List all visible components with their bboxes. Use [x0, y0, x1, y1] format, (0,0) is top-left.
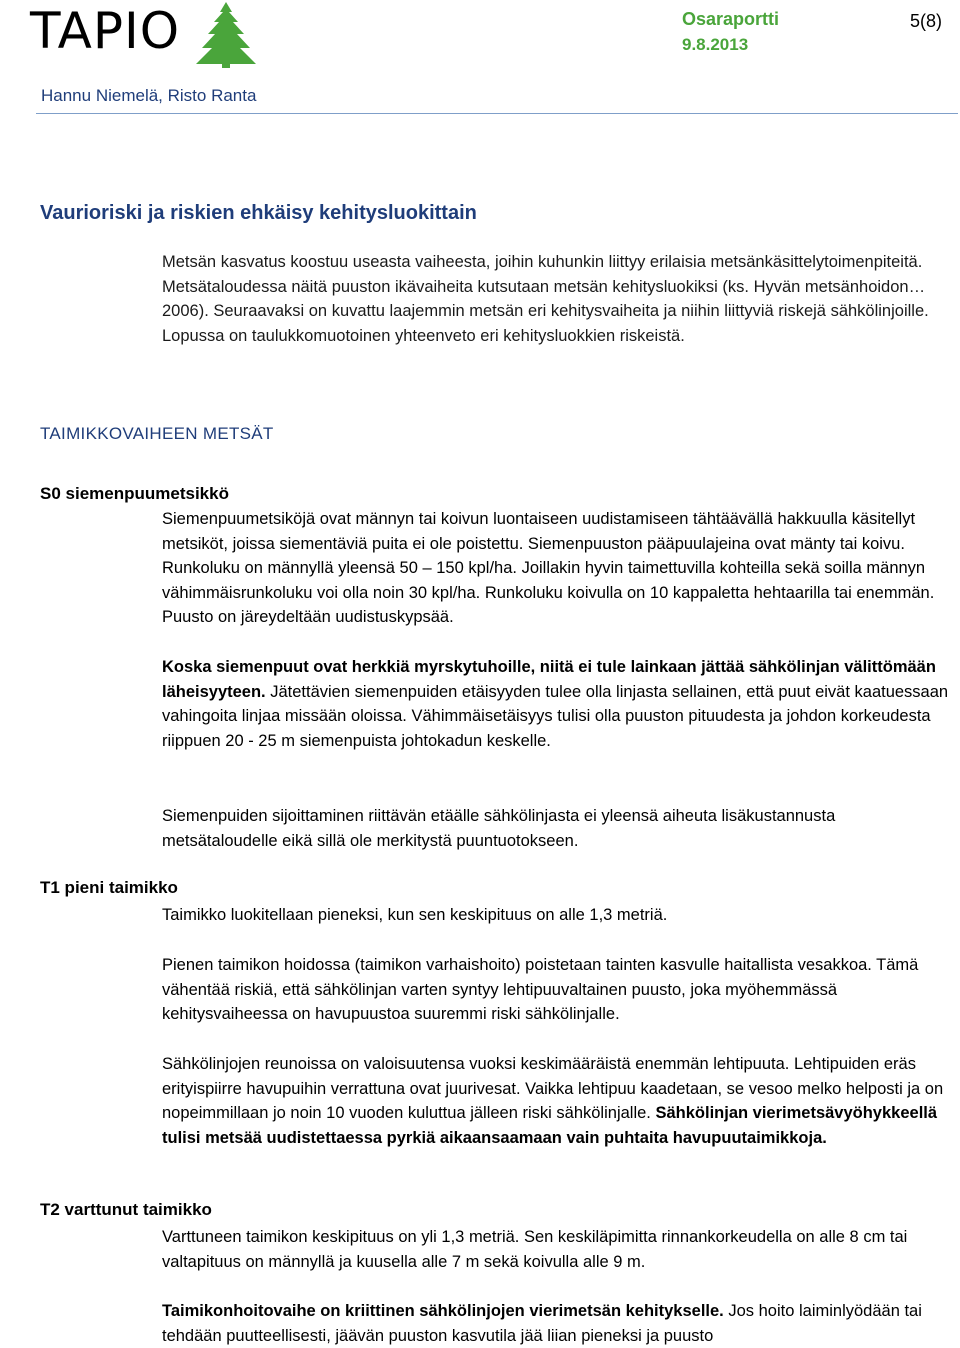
main-heading: Vaurioriski ja riskien ehkäisy kehitysluokittain	[40, 202, 477, 224]
document-date: 9.8.2013	[682, 35, 749, 54]
t2-paragraph-2	[162, 1299, 952, 1348]
t2-paragraph-2-text: Jos hoito laiminlyödään tai tehdään puutteellisesti, jäävän puuston kasvutila jää liian pieneksi ja puusto	[162, 1302, 922, 1345]
section-heading: TAIMIKKOVAIHEEN METSÄT	[40, 424, 274, 443]
s0-paragraph-2	[162, 655, 952, 753]
t2-paragraph-1: Varttuneen taimikon keskipituus on yli 1,3 metriä. Sen keskiläpimitta rinnankorkeudella on alle 8 cm tai valtapituus on männyllä ja kuusella alle 7 m sekä koivulla alle 9 m.	[162, 1228, 908, 1271]
s0-paragraph-2-bold: Koska siemenpuut ovat herkkiä myrskytuhoille, niitä ei tule lainkaan jättää sähkölinjan välittömään läheisyyteen.	[162, 658, 936, 701]
s0-paragraph-1: Siemenpuumetsiköjä ovat männyn tai koivun luontaiseen uudistamiseen tähtäävällä hakkuulla käsitellyt metsiköt, joissa siementäviä puita ei ole poistettu. Siemenpuuston pääpuulajeina ovat mänty tai koivu. Runkoluku on männyllä yleensä 50 – 150 kpl/ha. Joillakin hyvin taimettuvilla kohteilla sekä soilla männyn vähimmäisrunkoluku voi olla noin 30 kpl/ha. Runkoluku koivulla on 10 kappaletta hehtaarilla tai enemmän. Puusto on järeydeltään uudistuskypsää.	[162, 510, 935, 627]
tapio-logo	[30, 2, 240, 66]
category-title-t2: T2 varttunut taimikko	[40, 1200, 212, 1219]
t1-paragraph-3-text: Sähkölinjojen reunoissa on valoisuutensa vuoksi keskimääräistä enemmän lehtipuuta. Lehtipuiden eräs erityispiirre havupuihin verrattuna ovat juurivesat. Vaikka lehtipuu kaadetaan, se vesoo melko helposti ja on nopeimmillaan jo noin 10 vuoden kuluttua jälleen riski sähkölinjalle.	[162, 1055, 944, 1123]
intro-paragraph: Metsän kasvatus koostuu useasta vaiheesta, joihin kuhunkin liittyy erilaisia metsänkäsittelytoimenpiteitä. Metsätaloudessa näitä puuston ikävaiheita kutsutaan metsän kehitysluokiksi (ks. Hyvän metsänhoidon… 2006). Seuraavaksi on kuvattu laajemmin metsän eri kehitysvaiheita ja niihin liittyviä riskejä sähkölinjoille. Lopussa on taulukkomuotoinen yhteenveto eri kehitysluokkien riskeistä.	[162, 253, 929, 345]
page-header	[0, 0, 960, 120]
header-divider	[36, 113, 958, 114]
s0-paragraph-3: Siemenpuiden sijoittaminen riittävän etäälle sähkölinjasta ei yleensä aiheuta lisäkustannusta metsätaloudelle eikä sillä ole merkitystä puuntuotokseen.	[162, 807, 836, 850]
s0-paragraph-2-text: Jätettävien siemenpuiden etäisyyden tulee olla linjasta sellainen, että puut eivät kaatuessaan vahingoita linjaa missään oloissa. Vähimmäisetäisyys tulisi olla puuston pituudesta ja johdon korkeudesta riippuen 20 - 25 m siemenpuista johtokadun keskelle.	[162, 682, 949, 750]
authors: Hannu Niemelä, Risto Ranta	[41, 86, 257, 105]
spruce-tree-icon	[190, 2, 262, 68]
document-type: Osaraportti	[682, 9, 780, 29]
logo-text: TAPIO	[30, 2, 181, 60]
t1-paragraph-3	[162, 1052, 952, 1150]
t1-paragraph-3-bold: Sähkölinjan vierimetsävyöhykkeellä tulisi metsää uudistettaessa pyrkiä aikaansaamaan vain puhtaita havupuutaimikkoja.	[162, 1104, 938, 1147]
category-title-t1: T1 pieni taimikko	[40, 878, 178, 897]
t1-paragraph-2: Pienen taimikon hoidossa (taimikon varhaishoito) poistetaan tainten kasvulle haitallista vesakkoa. Tämä vähentää riskiä, että sähkölinjan varten syntyy lehtipuuvaltainen puusto, joka myöhemmässä kehitysvaiheessa on havupuustoa suuremmi riski sähkölinjalle.	[162, 956, 919, 1024]
t1-paragraph-1: Taimikko luokitellaan pieneksi, kun sen keskipituus on alle 1,3 metriä.	[162, 906, 668, 924]
page-number: 5(8)	[909, 11, 942, 31]
t2-paragraph-2-bold: Taimikonhoitovaihe on kriittinen sähkölinjojen vierimetsän kehitykselle.	[162, 1302, 724, 1320]
category-title-s0: S0 siemenpuumetsikkö	[40, 484, 229, 503]
